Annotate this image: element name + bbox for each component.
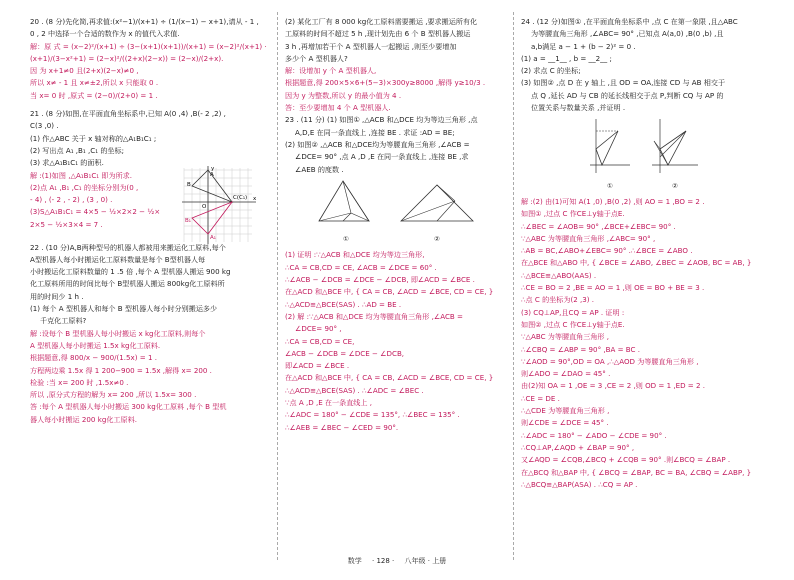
figure-label: ②	[434, 235, 440, 244]
q23-figure-2	[397, 179, 477, 229]
footer-grade: 八年级 · 上册	[404, 557, 447, 565]
q23-line: A,D,E 在同一条直线上 ,连接 BE . 求证 :AD = BE;	[295, 127, 455, 137]
q24-answer-line: 在△BCQ 和△BAP 中, { ∠BCQ = ∠BAP, BC = BA, ∠CBQ = ∠ABP, }	[521, 467, 752, 477]
q23-answer-line: ∴CA = CB,CD = CE, ∠ACB = ∠DCE = 60° .	[285, 262, 437, 272]
q24-answer-line: ∴∠CBQ = ∠ABP = 90° ,BA = BC .	[521, 344, 641, 354]
q24-answer-line: ∴AB = BC,∠ABO+∠EBC= 90° .∴∠BCE = ∠ABO .	[521, 246, 693, 256]
q23-figure-1	[313, 179, 379, 229]
q23-answer-line: ∴∠AEB = ∠BEC − ∠CED = 90°.	[285, 422, 399, 432]
q24-line: 24 . (12 分)如图① ,在平面直角坐标系中 ,点 C 在第一象限 ,且△ABC	[521, 17, 738, 26]
q23-answer-line: ∴△ACD≌△BCE(SAS) . ∴∠ADC = ∠BEC .	[285, 385, 424, 395]
q24-answer-line: 解 :(2) 由(1)可知 A(1 ,0) ,B(0 ,2) ,则 AO = 1 ,BO = 2 .	[521, 196, 705, 206]
grid-label: y	[211, 165, 215, 172]
q24-line: 为等腰直角三角形 ,∠ABC= 90° ,已知点 A(a,0) ,B(0 ,b) ,且	[531, 29, 724, 39]
q24-figure-1	[588, 117, 632, 175]
q24-figures	[521, 117, 767, 192]
q20-answer-line: 当 x= 0 时 ,原式 = (2−0)/(2+0) = 1 .	[30, 90, 158, 100]
q24-answer-line: ∴点 C 的坐标为(2 ,3) .	[521, 295, 595, 305]
q22-answer-line: 检验 :当 x= 200 时 ,1.5x≠0 .	[30, 377, 129, 387]
q22-answer-line: 根据题意,得 800/x − 900/(1.5x) = 1 .	[30, 353, 157, 363]
q22-answer-line: 解 :设每个 B 型机器人每小时搬运 x kg化工原料,则每个	[30, 328, 206, 338]
q20-answer-line: 解：原 式 = (x−2)²/(x+1) ÷ (3−(x+1)(x+1))/(x+1) = (x−2)²/(x+1) ·	[30, 41, 267, 51]
q22-line: 小时搬运化工原料数量的 1 .5 倍 ,每个 A 型机器人搬运 900 kg	[30, 267, 231, 277]
q22-line: 千克化工原料?	[40, 316, 87, 326]
grid-label: x	[253, 195, 257, 202]
q22b-line: 3 h ,再增加若干个 A 型机器人一起搬运 ,则至少要增加	[285, 41, 457, 51]
q24-answer-line: (3) CQ⊥AP,且CQ = AP . 证明 :	[521, 307, 625, 317]
figure-label: ①	[607, 181, 613, 190]
q24-answer-line: ∴CE = DE .	[521, 393, 560, 403]
q21-answer-line: 2×5 − ½×3×4 = 7 .	[30, 219, 103, 229]
q24-answer-line: 由(2)知 OA = 1 ,OE = 3 ,CE = 2 ,则 OD = 1 ,ED = 2 .	[521, 381, 706, 391]
page-footer	[0, 556, 794, 566]
q24-answer-line: 如图② ,过点 C 作CE⊥y轴于点E.	[521, 319, 625, 329]
q20-line: 20 . (8 分)先化简,再求值:(x²−1)/(x+1) ÷ (1/(x−1) − x+1),请从 - 1 ,	[30, 17, 259, 26]
q23-answer-line: ∠DCE= 90° ,	[295, 324, 342, 334]
q22-line: (1) 每个 A 型机器人和每个 B 型机器人每小时分别搬运多少	[30, 304, 218, 314]
q23-answer-line: 即∠ACD = ∠BCE .	[285, 361, 350, 371]
grid-label: B₁	[185, 217, 191, 224]
q23-line: ∠DCE= 90° ,点 A ,D ,E 在同一条直线上 ,连接 BE ,求	[295, 152, 469, 162]
footer-page-number: · 128 ·	[372, 557, 395, 565]
grid-label: A₁	[210, 234, 216, 241]
q23-figures	[285, 179, 505, 246]
q23-answer-line: ∴∠ADC = 180° − ∠CDE = 135°, ∴∠BEC = 135° .	[285, 410, 460, 420]
q22b-answer-line: 因为 y 为整数,所以 y 的最小值为 4 .	[285, 90, 402, 100]
q24-line: 位置关系与数量关系 ,并证明 .	[531, 103, 626, 113]
q21-line: (2) 写出点 A₁ ,B₁ ,C₁ 的坐标;	[30, 145, 124, 155]
q22-answer-line: 所以 ,原分式方程的解为 x= 200 ,所以 1.5x= 300 .	[30, 390, 197, 400]
q24-answer-line: ∴△BCE≌△ABO(AAS) .	[521, 270, 597, 280]
q24-line: 点 Q ,延长 AD 与 CB 的延长线相交于点 P,判断 CQ 与 AP 的	[531, 90, 724, 100]
q22-answer-line: 方程两边乘 1.5x 得 1 200−900 = 1.5x ,解得 x= 200 .	[30, 365, 212, 375]
q24-line: (1) a = __1__ , b = __2__ ;	[521, 53, 612, 63]
q20-answer-line: (x+1)/(3−x²+1) = (2−x)²/((2+x)(2−x)) = (2−x)/(2+x).	[30, 53, 224, 63]
q23-answer-line: (1) 证明 :∵△ACB 和△DCE 均为等边三角形,	[285, 250, 425, 260]
figure-label: ①	[343, 235, 349, 244]
q23-answer-line: (2) 解 :∵△ACB 和△DCE 均为等腰直角三角形 ,∠ACB =	[285, 311, 463, 321]
right-column	[521, 16, 767, 491]
q20-block	[30, 16, 273, 102]
q23-block	[285, 114, 505, 434]
column-divider-right	[513, 12, 514, 560]
q23-answer-line: ∠ACB − ∠DCB = ∠DCE − ∠DCB,	[285, 348, 405, 358]
q23-line: 23 . (11 分) (1) 如图① ,△ACB 和△DCE 均为等边三角形 ,点	[285, 115, 478, 125]
q24-line: a,b满足 a − 1 + (b − 2)² = 0 .	[531, 41, 636, 51]
figure-label: ②	[672, 181, 678, 190]
q21-line: 21 . (8 分)如图,在平面直角坐标系中,已知 A(0 ,4) ,B(- 2 ,2) ,	[30, 109, 226, 119]
q24-figure-2	[650, 117, 700, 175]
left-column	[30, 16, 273, 426]
q24-answer-line: ∵∠AOD = 90°,OD = OA ,∴△AOD 为等腰直角三角形 ,	[521, 356, 699, 366]
q23-answer-line: ∵点 A ,D ,E 在一条直线上 ,	[285, 398, 373, 408]
q22-line: 化工原料所用的时间比每个 B型机器人搬运 800kg化工原料所	[30, 279, 225, 289]
q23-answer-line: 在△ACD 和△BCE 中, { CA = CB, ∠ACD = ∠BCE, CD = CE, }	[285, 373, 494, 383]
q24-answer-line: ∵△ABC 为等腰直角三角形 ,∠ABC= 90° ,	[521, 233, 656, 243]
q22b-answer-line: 答：至少要增加 4 个 A 型机器人.	[285, 103, 391, 113]
q21-block	[30, 108, 273, 241]
q21-answer-line: (3)S△A₁B₁C₁ = 4×5 − ½×2×2 − ½×	[30, 207, 161, 217]
q24-line: (3) 如图② ,点 D 在 y 轴上 ,且 OD = OA,连接 CD 与 AB 相交于	[521, 78, 726, 88]
q21-line: C(3 ,0) .	[30, 121, 59, 131]
q23-line: ∠AEB 的度数 .	[295, 164, 344, 174]
q22b-line: 工原料的时间不超过 5 h ,现计划先由 6 个 B 型机器人搬运	[285, 29, 471, 39]
q22b-answer-line: 解：设增加 y 个 A 型机器人,	[285, 66, 377, 76]
q23-line: (2) 如图② ,△ACB 和△DCE均为等腰直角三角形 ,∠ACB =	[285, 139, 470, 149]
q23-answer-line: ∴△ACD≌△BCE(SAS) . ∴AD = BE .	[285, 299, 402, 309]
grid-label: B	[187, 181, 191, 188]
q21-answer-line: - 4) , (- 2 , - 2) , (3 , 0) .	[30, 195, 113, 205]
q24-answer-line: 如图① ,过点 C 作CE⊥y轴于点E.	[521, 209, 625, 219]
q22-line: A型机器人每小时搬运化工原料数量是每个 B型机器人每	[30, 254, 206, 264]
q22-line: 用的时间少 1 h .	[30, 291, 84, 301]
q22-answer-line: 答 :每个 A 型机器人每小时搬运 300 kg化工原料 ,每个 B 型机	[30, 402, 227, 412]
q24-answer-line: ∴CQ⊥AP,∠AQD + ∠BAP = 90° ,	[521, 442, 635, 452]
q20-line: 0 , 2 中选择一个合适的数作为 x 的值代入求值.	[30, 29, 180, 39]
q24-answer-line: ∴△BCQ≌△BAP(ASA) . ∴CQ = AP .	[521, 479, 638, 489]
q24-answer-line: ∴△CDE 为等腰直角三角形 ,	[521, 406, 610, 416]
grid-label: O	[202, 203, 207, 210]
q24-block	[521, 16, 767, 491]
q22-block	[30, 242, 273, 426]
q24-answer-line: 在△BCE 和△ABO 中, { ∠BCE = ∠ABO, ∠BEC = ∠AOB, BC = AB, }	[521, 258, 752, 268]
q24-answer-line: ∵△ABC 为等腰直角三角形 ,	[521, 332, 610, 342]
q23-answer-line: ∴CA = CB,CD = CE,	[285, 336, 355, 346]
grid-label: A	[210, 171, 214, 178]
q24-answer-line: 则∠CDE = ∠DCE = 45° .	[521, 418, 609, 428]
q20-answer-line: 所以 x≠ - 1 且 x≠±2,所以 x 只能取 0 .	[30, 78, 159, 88]
q21-line: (1) 作△ABC 关于 x 轴对称的△A₁B₁C₁ ;	[30, 133, 157, 143]
q23-answer-line: 在△ACD 和△BCE 中, { CA = CB, ∠ACD = ∠BCE, CD = CE, }	[285, 287, 494, 297]
q24-line: (2) 求点 C 的坐标;	[521, 66, 581, 76]
q22b-line: 多少个 A 型机器人?	[285, 53, 348, 63]
q22-answer-line: 器人每小时搬运 200 kg化工原料.	[30, 414, 137, 424]
q22b-line: (2) 某化工厂有 8 000 kg化工原料需要搬运 ,要求搬运所有化	[285, 17, 478, 26]
q24-answer-line: ∴∠BEC = ∠AOB= 90° ,∠BCE+∠EBC= 90° .	[521, 221, 676, 231]
q24-answer-line: ∴∠ADC = 180° − ∠ADO − ∠CDE = 90° .	[521, 430, 667, 440]
q21-coordinate-grid	[180, 164, 260, 246]
q20-answer-line: 因 为 x+1≠0 且(2+x)(2−x)≠0 ,	[30, 66, 139, 76]
q22b-answer-line: 根据题意,得 200×5×6+(5−3)×300y≥8000 ,解得 y≥10/3 .	[285, 78, 486, 88]
q23-answer-line: ∴∠ACB − ∠DCB = ∠DCE − ∠DCB, 即∠ACD = ∠BCE .	[285, 275, 475, 285]
q24-answer-line: 又∠AQD = ∠CQB,∠BCQ + ∠CQB = 90° .则∠BCQ = ∠BAP .	[521, 455, 731, 465]
footer-subject: 数学	[347, 557, 362, 565]
q22b-block	[285, 16, 505, 114]
middle-column	[285, 16, 505, 434]
q21-line: (3) 求△A₁B₁C₁ 的面积.	[30, 158, 104, 168]
q21-answer-line: 解 :(1)如图 ,△A₁B₁C₁ 即为所求.	[30, 170, 133, 180]
q22-line: 22 . (10 分)A,B两种型号的机器人都被用来搬运化工原料,每个	[30, 242, 226, 252]
column-divider-left	[277, 12, 278, 560]
q24-answer-line: 则∠ADO = ∠DAO = 45° .	[521, 369, 611, 379]
q21-answer-line: (2)点 A₁ ,B₁ ,C₁ 的坐标分别为(0 ,	[30, 182, 139, 192]
q22-answer-line: A 型机器人每小时搬运 1.5x kg化工原料.	[30, 340, 161, 350]
q24-answer-line: ∴CE = BO = 2 ,BE = AO = 1 ,则 OE = BO + BE = 3 .	[521, 283, 705, 293]
grid-label: C(C₁)	[233, 194, 248, 201]
